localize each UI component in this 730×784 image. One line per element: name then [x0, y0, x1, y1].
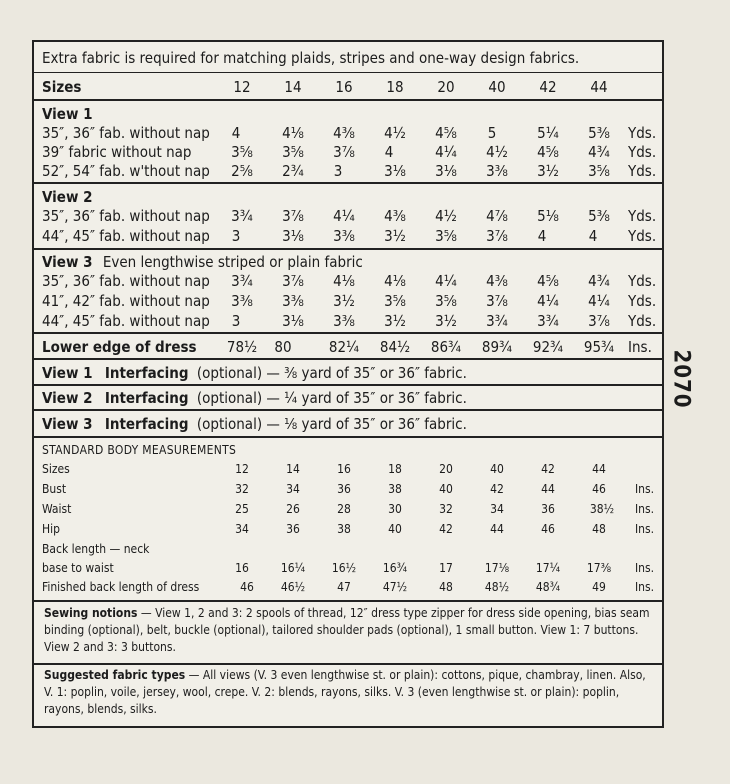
value-cell: 3¾	[486, 312, 508, 330]
value-cell: 4⅜	[384, 207, 406, 225]
value-cell: 80	[274, 338, 292, 356]
value-cell: 3½	[537, 162, 559, 180]
value-cell: 48	[439, 580, 453, 594]
value-cell: 4¼	[333, 207, 355, 225]
value-cell: 16¾	[382, 561, 408, 575]
row-label: Hip	[42, 522, 60, 536]
value-cell: 44	[490, 522, 504, 536]
value-cell: 3⅞	[333, 143, 355, 161]
value-cell: 46	[541, 522, 555, 536]
divider	[32, 600, 664, 602]
value-cell: 48½	[484, 580, 510, 594]
value-cell: 36	[286, 522, 300, 536]
view-title: View 3	[42, 415, 93, 433]
interfacing-line	[42, 415, 467, 433]
value-cell: 48	[592, 522, 606, 536]
value-cell: 5⅛	[537, 207, 559, 225]
row-label: 41″, 42″ fab. without nap	[42, 292, 210, 310]
value-cell: 17⅜	[586, 561, 612, 575]
value-cell: 84½	[379, 338, 411, 356]
value-cell: 3⅞	[282, 207, 304, 225]
divider	[32, 663, 664, 665]
value-cell: 3	[231, 312, 241, 330]
value-cell: 4½	[486, 143, 508, 161]
value-cell: 4⅛	[384, 272, 406, 290]
value-cell: 4	[231, 124, 241, 142]
pattern-number-text: 2070	[668, 349, 694, 409]
value-cell: 25	[235, 502, 249, 516]
row-label: 35″, 36″ fab. without nap	[42, 272, 210, 290]
value-cell: 20	[439, 462, 453, 476]
value-cell: 3⅝	[231, 143, 253, 161]
interfacing-line	[42, 389, 467, 407]
sewing-notions	[44, 605, 654, 656]
value-cell: 82¼	[328, 338, 360, 356]
value-cell: 44	[541, 482, 555, 496]
value-cell: 17¼	[535, 561, 561, 575]
value-cell: 36	[337, 482, 351, 496]
interfacing-line	[42, 364, 467, 382]
row-label: Finished back length of dress	[42, 580, 200, 594]
intro-note: Extra fabric is required for matching plaids, stripes and one-way design fabrics.	[42, 49, 580, 67]
value-cell: 30	[388, 502, 402, 516]
value-cell: 40	[490, 462, 504, 476]
interfacing-text: (optional) — ⅜ yard of 35″ or 36″ fabric.	[196, 364, 467, 382]
value-cell: 16¼	[280, 561, 306, 575]
unit-label: Ins.	[635, 502, 655, 516]
interfacing-label: Interfacing	[104, 389, 189, 407]
value-cell: 3⅜	[282, 292, 304, 310]
value-cell: 4½	[435, 207, 457, 225]
value-cell: 4⅜	[486, 272, 508, 290]
size-cell: 16	[335, 78, 353, 96]
value-cell: 3⅝	[384, 292, 406, 310]
value-cell: 3⅜	[231, 292, 253, 310]
back-length-label: Back length — neck	[42, 542, 150, 556]
size-cell: 12	[233, 78, 251, 96]
value-cell: 3⅛	[435, 162, 457, 180]
pattern-number	[668, 344, 694, 414]
value-cell: 3⅞	[282, 272, 304, 290]
value-cell: 4¾	[588, 272, 610, 290]
yardage-chart-box	[32, 40, 664, 728]
value-cell: 17⅛	[484, 561, 510, 575]
divider	[32, 99, 664, 101]
value-cell: 12	[235, 462, 249, 476]
value-cell: 3½	[384, 227, 406, 245]
value-cell: 3⅛	[384, 162, 406, 180]
row-label: Waist	[42, 502, 72, 516]
view-heading	[42, 253, 363, 271]
row-label: 44″, 45″ fab. without nap	[42, 227, 210, 245]
divider	[32, 409, 664, 411]
unit-label: Yds.	[628, 124, 657, 142]
view-title: View 2	[42, 188, 93, 206]
value-cell: 3½	[435, 312, 457, 330]
view-subtitle: Even lengthwise striped or plain fabric	[102, 253, 363, 271]
value-cell: 34	[286, 482, 300, 496]
divider	[32, 332, 664, 334]
suggested-fabrics	[44, 667, 654, 718]
value-cell: 26	[286, 502, 300, 516]
value-cell: 4¼	[435, 272, 457, 290]
unit-label: Yds.	[628, 207, 657, 225]
value-cell: 3⅞	[486, 227, 508, 245]
view-title: View 1	[42, 364, 93, 382]
value-cell: 4⅝	[435, 124, 457, 142]
row-label: Lower edge of dress	[42, 338, 197, 356]
value-cell: 3⅛	[282, 227, 304, 245]
value-cell: 16	[235, 561, 249, 575]
value-cell: 4⅝	[537, 143, 559, 161]
value-cell: 3	[231, 227, 241, 245]
value-cell: 4¼	[588, 292, 610, 310]
value-cell: 40	[388, 522, 402, 536]
value-cell: 42	[541, 462, 555, 476]
unit-label: Yds.	[628, 272, 657, 290]
interfacing-label: Interfacing	[104, 415, 189, 433]
value-cell: 3½	[333, 292, 355, 310]
value-cell: 14	[286, 462, 300, 476]
value-cell: 3¾	[537, 312, 559, 330]
view-title: View 1	[42, 105, 93, 123]
divider	[32, 436, 664, 438]
unit-label: Ins.	[628, 338, 652, 356]
row-label: 52″, 54″ fab. w'thout nap	[42, 162, 210, 180]
value-cell: 95¾	[583, 338, 615, 356]
value-cell: 32	[439, 502, 453, 516]
value-cell: 3⅝	[282, 143, 304, 161]
value-cell: 3⅝	[435, 227, 457, 245]
value-cell: 4	[588, 227, 598, 245]
value-cell: 3½	[384, 312, 406, 330]
suggested-fabrics-text: — All views (V. 3 even lengthwise st. or plain): cottons, pique, chambray, linen. Also, V. 1: poplin, voile, jersey, wool, crepe. V. 2: blends, rayons, silks. V. 3 (even lengthwise st. or plain): poplin, rayons, blends, silks.	[44, 668, 646, 716]
divider	[32, 358, 664, 360]
value-cell: 36	[541, 502, 555, 516]
sewing-notions-text: — View 1, 2 and 3: 2 spools of thread, 12″ dress type zipper for dress side opening, bias seam binding (optional), belt, buckle (optional), tailored shoulder pads (optional), 1 small button. View 1: 7 buttons. View 2 and 3: 3 buttons.	[44, 606, 650, 654]
value-cell: 46	[240, 580, 254, 594]
value-cell: 3⅝	[588, 162, 610, 180]
value-cell: 47½	[382, 580, 408, 594]
value-cell: 42	[490, 482, 504, 496]
divider	[32, 182, 664, 184]
value-cell: 3⅜	[333, 312, 355, 330]
value-cell: 4¼	[537, 292, 559, 310]
value-cell: 5⅜	[588, 207, 610, 225]
value-cell: 4⅛	[333, 272, 355, 290]
divider	[32, 384, 664, 386]
row-label: Sizes	[42, 462, 70, 476]
size-cell: 40	[488, 78, 506, 96]
value-cell: 3⅜	[333, 227, 355, 245]
value-cell: 4¾	[588, 143, 610, 161]
size-cell: 42	[539, 78, 557, 96]
value-cell: 32	[235, 482, 249, 496]
value-cell: 2⅝	[231, 162, 253, 180]
view-title: View 2	[42, 389, 93, 407]
value-cell: 46	[592, 482, 606, 496]
value-cell: 47	[337, 580, 351, 594]
value-cell: 3⅞	[486, 292, 508, 310]
value-cell: 4	[384, 143, 394, 161]
value-cell: 4½	[384, 124, 406, 142]
interfacing-text: (optional) — ⅛ yard of 35″ or 36″ fabric.	[196, 415, 467, 433]
unit-label: Ins.	[635, 482, 655, 496]
unit-label: Yds.	[628, 292, 657, 310]
divider	[32, 72, 664, 73]
size-cell: 18	[386, 78, 404, 96]
value-cell: 3⅛	[282, 312, 304, 330]
unit-label: Ins.	[635, 580, 655, 594]
row-label: 35″, 36″ fab. without nap	[42, 124, 210, 142]
value-cell: 38	[337, 522, 351, 536]
value-cell: 34	[490, 502, 504, 516]
value-cell: 46½	[280, 580, 306, 594]
value-cell: 17	[439, 561, 453, 575]
value-cell: 4⅞	[486, 207, 508, 225]
value-cell: 48¾	[535, 580, 561, 594]
value-cell: 4⅝	[537, 272, 559, 290]
view-title: View 3	[42, 253, 93, 271]
size-cell: 14	[284, 78, 302, 96]
value-cell: 5	[487, 124, 497, 142]
value-cell: 86¾	[430, 338, 462, 356]
value-cell: 4	[537, 227, 547, 245]
value-cell: 3⅝	[435, 292, 457, 310]
value-cell: 3⅞	[588, 312, 610, 330]
row-label: 39″ fabric without nap	[42, 143, 192, 161]
body-measurements-title: STANDARD BODY MEASUREMENTS	[42, 443, 237, 457]
unit-label: Yds.	[628, 143, 657, 161]
value-cell: 3¾	[231, 207, 253, 225]
value-cell: 42	[439, 522, 453, 536]
row-label: base to waist	[42, 561, 114, 575]
suggested-fabrics-label: Suggested fabric types	[44, 668, 186, 682]
unit-label: Yds.	[628, 162, 657, 180]
value-cell: 4⅜	[333, 124, 355, 142]
interfacing-label: Interfacing	[104, 364, 189, 382]
value-cell: 3⅜	[486, 162, 508, 180]
value-cell: 16½	[331, 561, 357, 575]
value-cell: 4¼	[435, 143, 457, 161]
unit-label: Ins.	[635, 561, 655, 575]
sewing-notions-label: Sewing notions	[44, 606, 138, 620]
interfacing-text: (optional) — ¼ yard of 35″ or 36″ fabric.	[196, 389, 467, 407]
value-cell: 3¾	[231, 272, 253, 290]
value-cell: 34	[235, 522, 249, 536]
value-cell: 38½	[589, 502, 615, 516]
unit-label: Ins.	[635, 522, 655, 536]
value-cell: 16	[337, 462, 351, 476]
value-cell: 18	[388, 462, 402, 476]
unit-label: Yds.	[628, 312, 657, 330]
value-cell: 2¾	[282, 162, 304, 180]
value-cell: 5¼	[537, 124, 559, 142]
size-cell: 44	[590, 78, 608, 96]
value-cell: 4⅛	[282, 124, 304, 142]
value-cell: 5⅜	[588, 124, 610, 142]
value-cell: 92¾	[532, 338, 564, 356]
divider	[32, 248, 664, 250]
row-label: 35″, 36″ fab. without nap	[42, 207, 210, 225]
sizes-label: Sizes	[42, 78, 82, 96]
unit-label: Yds.	[628, 227, 657, 245]
row-label: 44″, 45″ fab. without nap	[42, 312, 210, 330]
value-cell: 28	[337, 502, 351, 516]
value-cell: 78½	[226, 338, 258, 356]
row-label: Bust	[42, 482, 67, 496]
value-cell: 3	[333, 162, 343, 180]
value-cell: 40	[439, 482, 453, 496]
value-cell: 49	[592, 580, 606, 594]
value-cell: 89¾	[481, 338, 513, 356]
value-cell: 44	[592, 462, 606, 476]
size-cell: 20	[437, 78, 455, 96]
value-cell: 38	[388, 482, 402, 496]
